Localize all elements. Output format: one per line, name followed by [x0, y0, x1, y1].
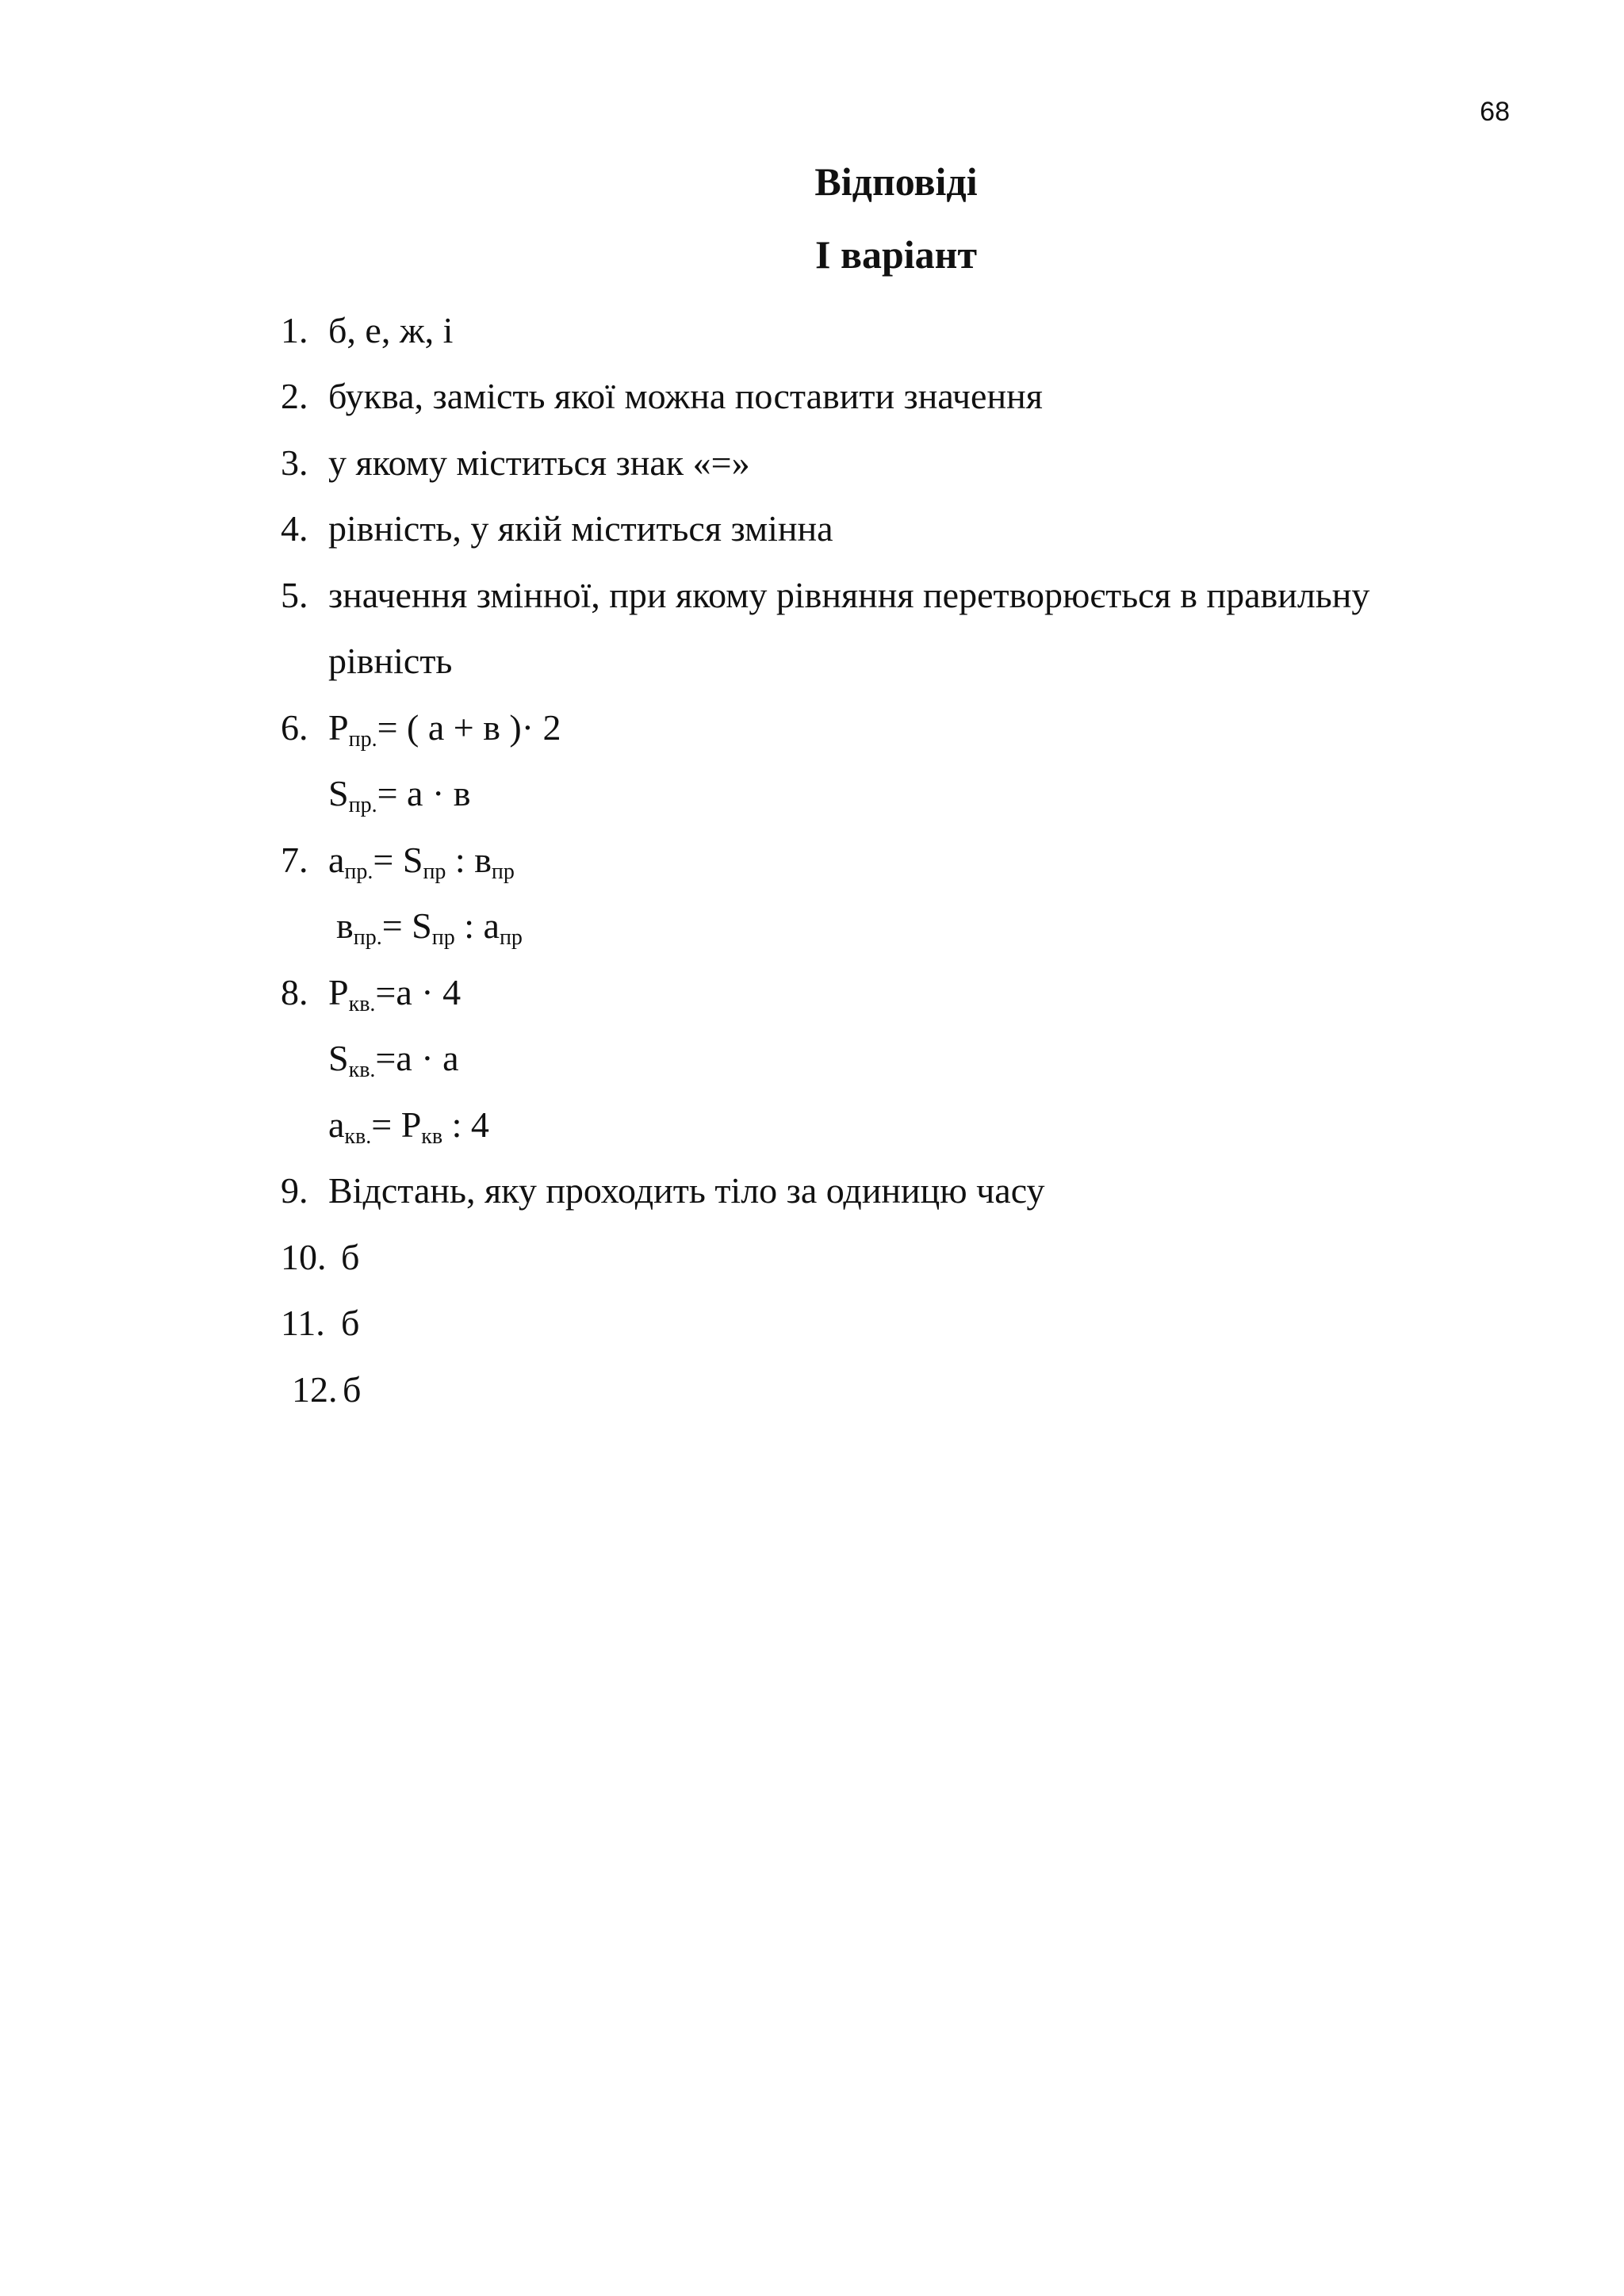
variant-heading: І варіант [814, 232, 978, 277]
answer-number: 4. [281, 508, 308, 549]
answer-text: Відстань, яку проходить тіло за одиницю часу [328, 1170, 1045, 1211]
formula-text: $S_{пр.}= а \cdot в$ [328, 773, 471, 817]
answer-text: б [341, 1237, 360, 1277]
answer-text: б [343, 1369, 362, 1410]
formula-text: $а_{пр.}= S_{пр}$ : $в_{пр}$ [328, 840, 515, 884]
answer-number: 8. [281, 972, 308, 1012]
answer-text: у якому міститься знак «=» [328, 442, 750, 483]
answer-number: 2. [281, 376, 308, 416]
answer-number: 9. [281, 1170, 308, 1211]
formula-text: $P_{пр.}=$ ( а + в )· 2 [328, 707, 561, 752]
page-number: 68 [1480, 97, 1510, 127]
formula-text: $P_{кв.}=а \cdot 4$ [328, 972, 462, 1016]
answer-number: 7. [281, 840, 308, 880]
formula-text: $в_{пр.}= S_{пр}$ : $а_{пр}$ [336, 905, 523, 950]
answer-number: 11. [281, 1303, 325, 1343]
page-title: Відповіді [814, 159, 978, 204]
answer-number: 5. [281, 575, 308, 615]
answer-text: б, е, ж, і [328, 310, 454, 350]
answer-number: 10. [281, 1237, 327, 1277]
answer-text: значення змінної, при якому рівняння перетворюється в правильну [328, 575, 1370, 615]
answer-number: 12. [292, 1369, 338, 1410]
answer-text: б [341, 1303, 360, 1343]
answer-text: рівність, у якій міститься змінна [328, 508, 833, 549]
formula-text: $S_{кв.}=а \cdot а$ [328, 1038, 459, 1082]
answer-number: 6. [281, 707, 308, 748]
answer-number: 1. [281, 310, 308, 350]
answer-text: буква, замість якої можна поставити значення [328, 376, 1043, 416]
formula-text: $а_{кв.}= P_{кв}$ : 4 [328, 1104, 489, 1149]
answer-number: 3. [281, 442, 308, 483]
answer-text: рівність [328, 641, 453, 681]
